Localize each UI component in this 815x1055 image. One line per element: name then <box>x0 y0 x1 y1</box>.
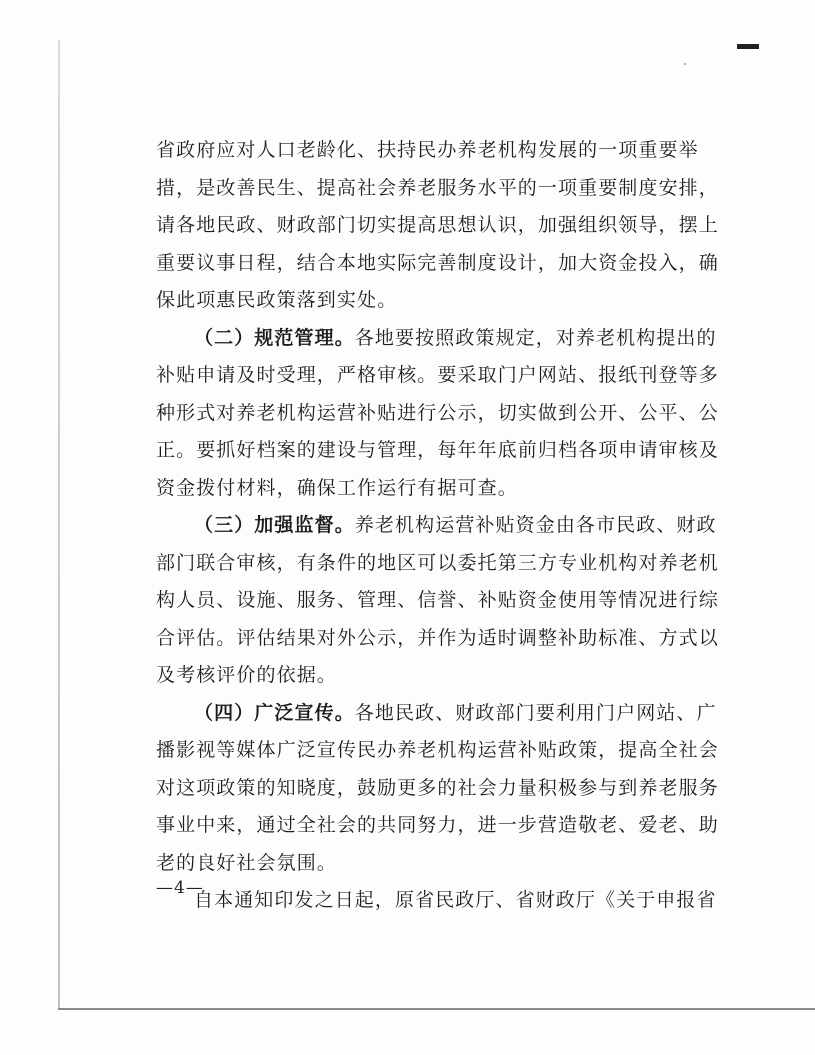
text-line: 保此项惠民政策落到实处。 <box>156 289 398 311</box>
text-line: 种形式对养老机构运营补贴进行公示，切实做到公开、公平、公 <box>156 401 719 424</box>
text-line: 及考核评价的依据。 <box>156 664 337 686</box>
text-line: 重要议事日程，结合本地实际完善制度设计，加大资金投入，确 <box>156 251 719 274</box>
text-line <box>156 320 717 358</box>
text-line: 自本通知印发之日起，原省民政厅、省财政厅《关于申报省 <box>194 889 717 911</box>
text-line: 措，是改善民生、提高社会养老服务水平的一项重要制度安排， <box>156 176 719 199</box>
text-line <box>156 695 717 733</box>
page-bottom-edge <box>58 1008 815 1010</box>
document-body <box>156 132 719 920</box>
text-line: 正。要抓好档案的建设与管理，每年年底前归档各项申请审核及 <box>156 439 719 461</box>
text-line: 省政府应对人口老龄化、扶持民办养老机构发展的一项重要举 <box>156 139 699 161</box>
final-paragraph <box>156 882 717 920</box>
section-heading: （三）加强监督。 <box>194 514 355 536</box>
text-line: 合评估。评估结果对外公示，并作为适时调整补助标准、方式以 <box>156 626 719 649</box>
text-line: 事业中来，通过全社会的共同努力，进一步营造敬老、爱老、助 <box>156 814 719 836</box>
text-span: 各地民政、财政部门要利用门户网站、广 <box>354 701 717 724</box>
scan-speck <box>684 63 686 65</box>
text-line: 部门联合审核，有条件的地区可以委托第三方专业机构对养老机 <box>156 551 719 574</box>
text-line: 构人员、设施、服务、管理、信誉、补贴资金使用等情况进行综 <box>156 589 719 611</box>
text-line: 老的良好社会氛围。 <box>156 851 337 874</box>
section-standardize-management <box>156 320 719 508</box>
text-line: 播影视等媒体广泛宣传民办养老机构运营补贴政策，提高全社会 <box>156 739 719 761</box>
section-strengthen-supervision <box>156 507 719 695</box>
text-line: 补贴申请及时受理，严格审核。要采取门户网站、报纸刊登等多 <box>156 364 719 386</box>
text-line: 对这项政策的知晓度，鼓励更多的社会力量积极参与到养老服务 <box>156 776 719 799</box>
page-number: —4— <box>156 878 204 898</box>
section-heading: （二）规范管理。 <box>194 326 355 349</box>
text-span: 养老机构运营补贴资金由各市民政、财政 <box>354 514 717 536</box>
section-publicity <box>156 695 719 883</box>
corner-mark <box>737 44 759 49</box>
text-line <box>156 507 717 545</box>
paragraph-continuation <box>156 132 719 320</box>
section-heading: （四）广泛宣传。 <box>194 701 355 724</box>
text-span: 各地要按照政策规定，对养老机构提出的 <box>354 326 717 349</box>
page-left-edge <box>58 40 60 1010</box>
text-line: 请各地民政、财政部门切实提高思想认识，加强组织领导，摆上 <box>156 214 719 236</box>
text-line: 资金拨付材料，确保工作运行有据可查。 <box>156 476 518 499</box>
